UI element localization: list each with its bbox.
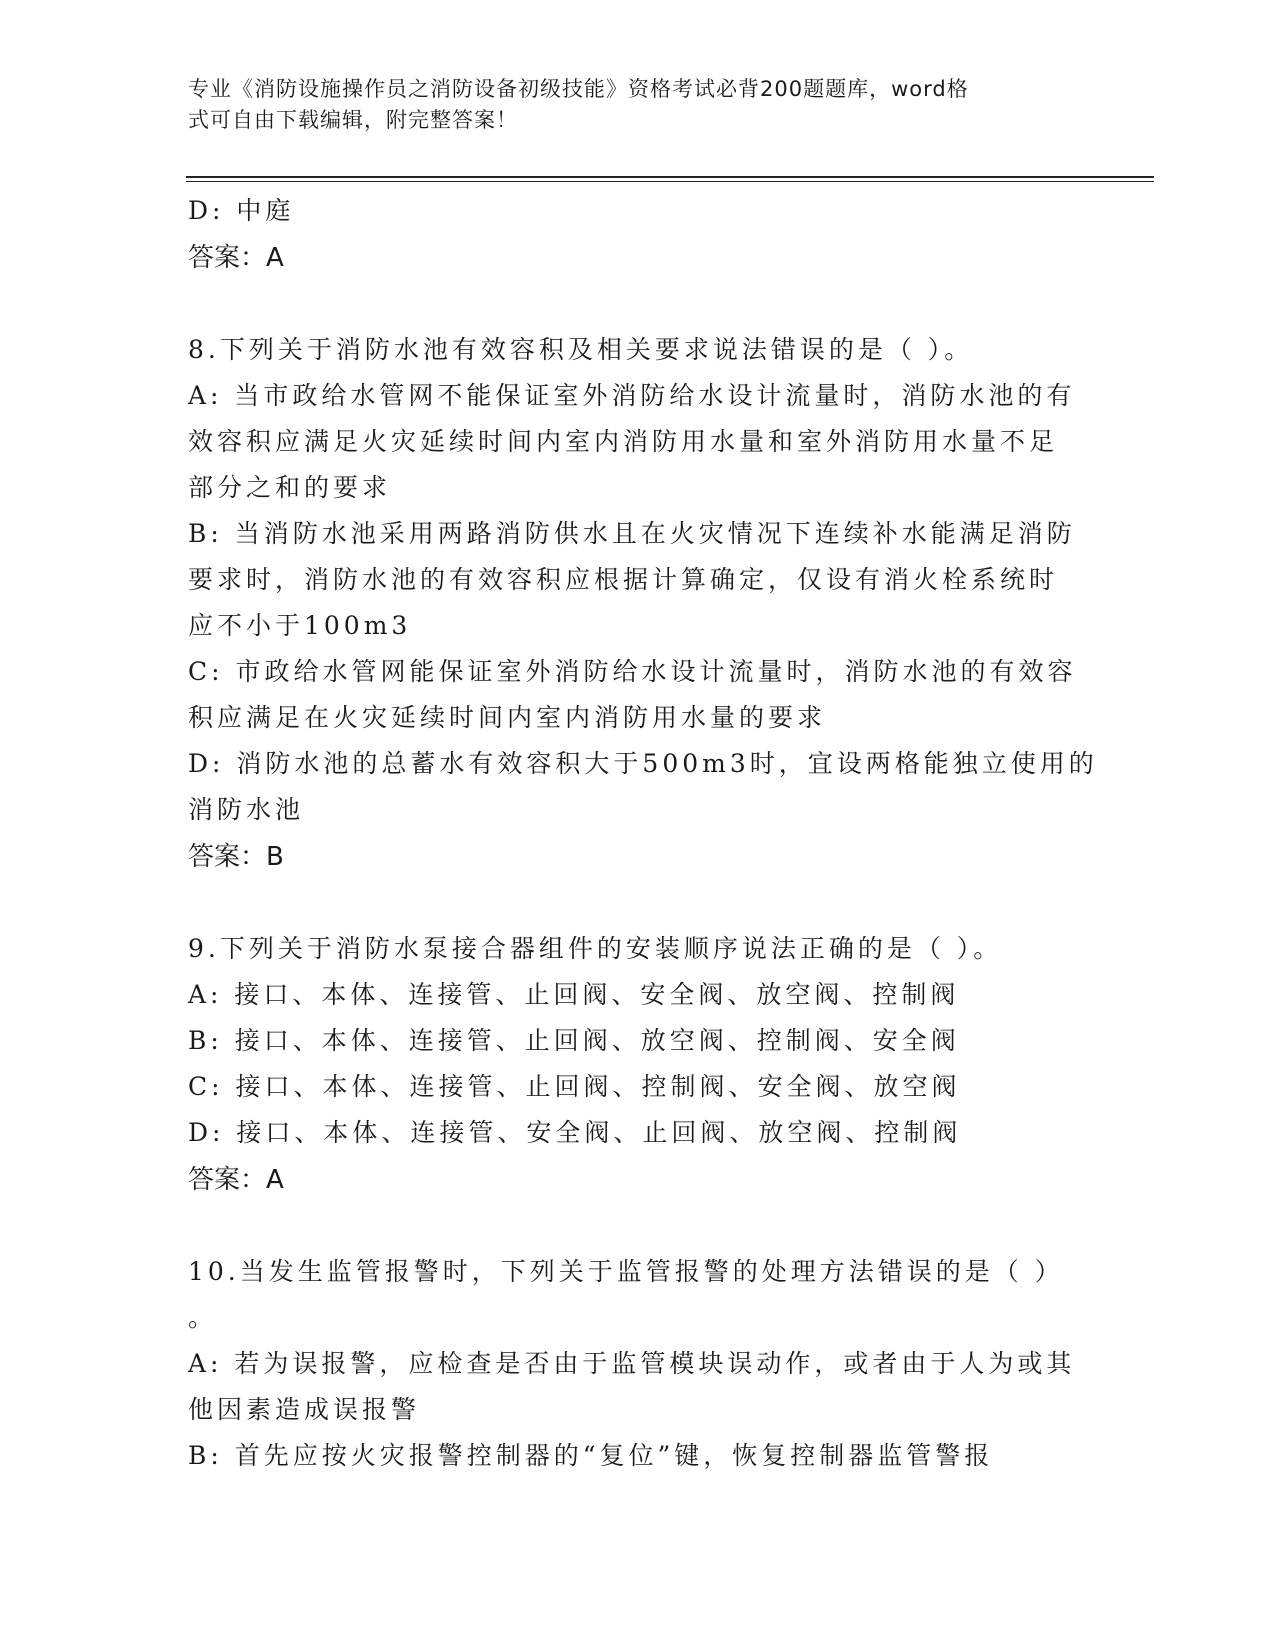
option-d-cont: 消防水池 [188,795,305,824]
page-header [188,74,1068,136]
answer: 答案：B [188,842,284,872]
option-d: D: 消防水池的总蓄水有效容积大于500m3时，宜设两格能独立使用的 [188,749,1098,778]
document-body [188,188,1098,1479]
header-divider-thin [186,181,1154,182]
option-b-cont: 应不小于100m3 [188,611,412,640]
prev-question [188,188,1088,282]
option-a-cont: 部分之和的要求 [188,473,392,502]
header-line-2: 式可自由下载编辑，附完整答案！ [188,108,518,132]
question-10 [188,1249,1088,1479]
header-line-1: 专业《消防设施操作员之消防设备初级技能》资格考试必背200题题库，word格 [188,77,969,101]
option-a: A: 接口、本体、连接管、止回阀、安全阀、放空阀、控制阀 [188,980,960,1009]
option-b: B: 接口、本体、连接管、止回阀、放空阀、控制阀、安全阀 [188,1026,960,1055]
header-divider-thick [186,176,1154,178]
question-stem-cont: 。 [188,1303,218,1332]
option-a: A: 若为误报警，应检查是否由于监管模块误动作，或者由于人为或其 [188,1349,1076,1378]
question-stem: 10.当发生监管报警时，下列关于监管报警的处理方法错误的是（ ） [188,1257,1064,1286]
question-9 [188,926,1088,1204]
option-a: A: 当市政给水管网不能保证室外消防给水设计流量时，消防水池的有 [188,381,1076,410]
answer: 答案：A [188,243,284,273]
option-b: B: 首先应按火灾报警控制器的“复位”键，恢复控制器监管警报 [188,1441,994,1470]
question-stem: 9.下列关于消防水泵接合器组件的安装顺序说法正确的是（ ）。 [188,934,1003,963]
option-b: B: 当消防水池采用两路消防供水且在火灾情况下连续补水能满足消防 [188,519,1076,548]
question-stem: 8.下列关于消防水池有效容积及相关要求说法错误的是（ ）。 [188,335,974,364]
option-a-cont: 效容积应满足火灾延续时间内室内消防用水量和室外消防用水量不足 [188,427,1059,456]
option-d: D: 接口、本体、连接管、安全阀、止回阀、放空阀、控制阀 [188,1118,962,1147]
option-d: D: 中庭 [188,196,295,225]
option-b-cont: 要求时，消防水池的有效容积应根据计算确定，仅设有消火栓系统时 [188,565,1059,594]
option-c: C: 市政给水管网能保证室外消防给水设计流量时，消防水池的有效容 [188,657,1077,686]
option-a-cont: 他因素造成误报警 [188,1395,421,1424]
question-8 [188,327,1098,881]
answer: 答案：A [188,1165,284,1195]
option-c-cont: 积应满足在火灾延续时间内室内消防用水量的要求 [188,703,827,732]
option-c: C: 接口、本体、连接管、止回阀、控制阀、安全阀、放空阀 [188,1072,961,1101]
